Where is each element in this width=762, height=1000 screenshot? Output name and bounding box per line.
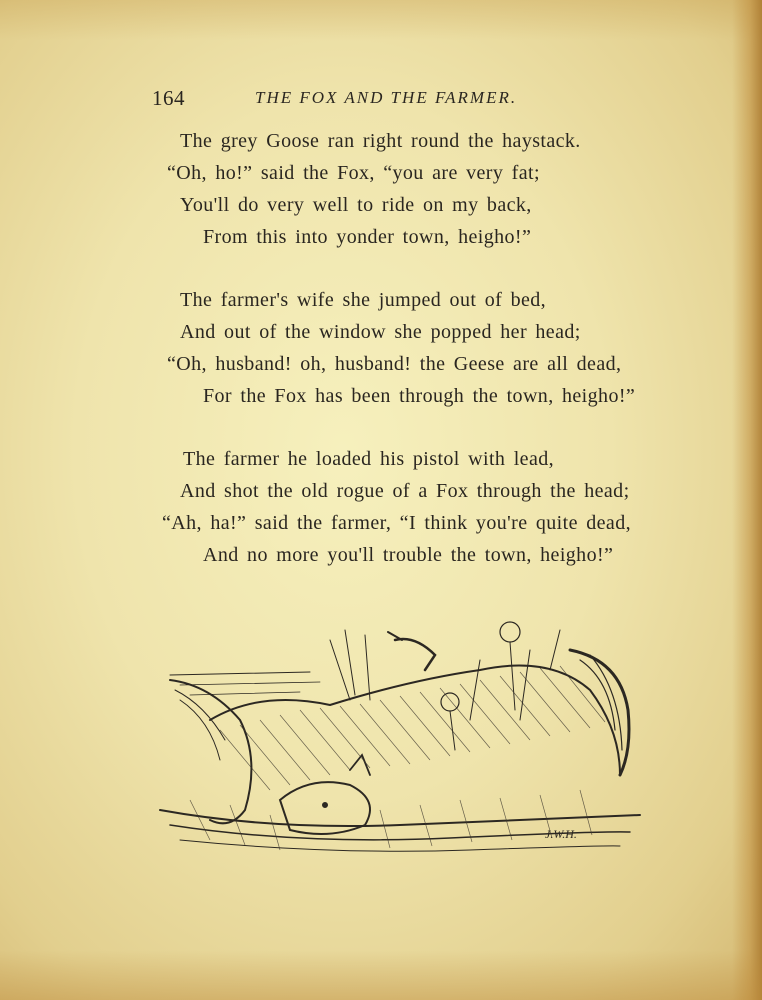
poem-line: And out of the window she popped her head; bbox=[180, 321, 581, 343]
page-shadow-top bbox=[0, 0, 762, 40]
poem-line: And no more you'll trouble the town, heigho!” bbox=[203, 544, 614, 566]
poem-line: From this into yonder town, heigho!” bbox=[203, 226, 532, 248]
poem-line: “Oh, ho!” said the Fox, “you are very fat; bbox=[167, 162, 540, 184]
page-shadow-right bbox=[732, 0, 762, 1000]
dead-fox-illustration bbox=[150, 610, 650, 860]
poem-line: For the Fox has been through the town, heigho!” bbox=[203, 385, 636, 407]
poem-line: The grey Goose ran right round the haystack. bbox=[180, 130, 581, 152]
page-number: 164 bbox=[152, 86, 185, 110]
poem-line: “Ah, ha!” said the farmer, “I think you're quite dead, bbox=[162, 512, 632, 534]
poem-line: And shot the old rogue of a Fox through the head; bbox=[180, 480, 630, 502]
running-title: THE FOX AND THE FARMER. bbox=[255, 88, 518, 107]
poem-line: You'll do very well to ride on my back, bbox=[180, 194, 532, 216]
poem-line: “Oh, husband! oh, husband! the Geese are all dead, bbox=[167, 353, 622, 375]
page-shadow-bottom bbox=[0, 950, 762, 1000]
poem-line: The farmer's wife she jumped out of bed, bbox=[180, 289, 547, 311]
poem-line: The farmer he loaded his pistol with lead, bbox=[183, 448, 555, 470]
artist-signature: J.W.H. bbox=[545, 827, 577, 841]
